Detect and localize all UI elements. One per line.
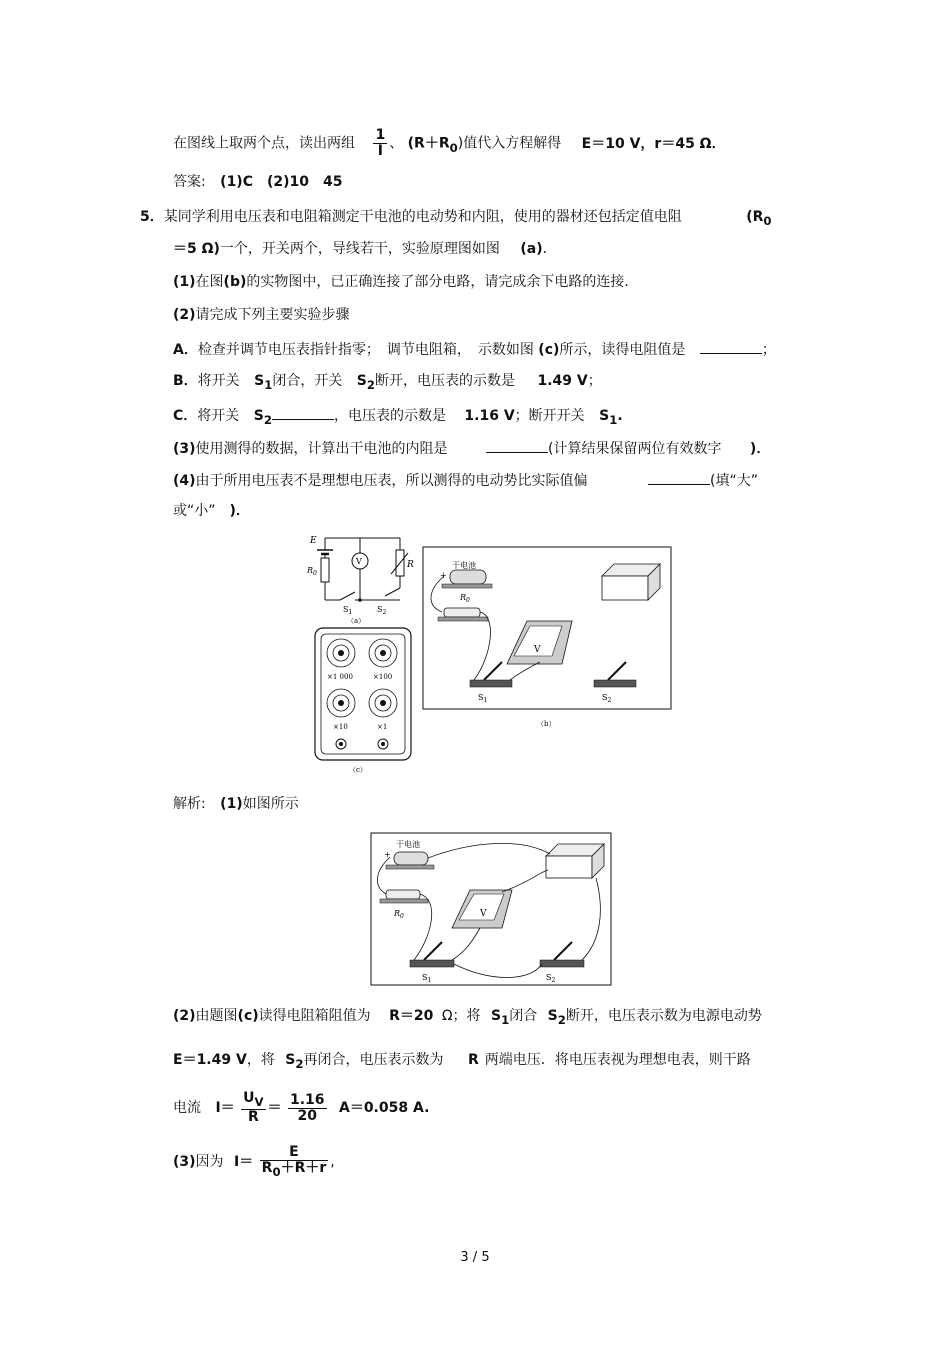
label-battery: 干电池 bbox=[396, 840, 420, 849]
label-R: R bbox=[407, 560, 414, 570]
resistance-box-3d bbox=[546, 844, 604, 878]
figure-b-physical-setup bbox=[422, 546, 672, 736]
line-plot-points: 在图线上取两个点，读出两组 $\frac{1}{I}$ 、 $(R+R_0)$值代入方程解得 E＝10 V，r＝45 Ω． bbox=[173, 127, 726, 159]
label-x100: ×100 bbox=[373, 673, 393, 681]
wire-node-dot bbox=[358, 598, 362, 602]
solution-2-line1: (2)由题图(c)读得电阻箱阻值为 R＝20 Ω；将 $S_1$闭合 $S_2$断开，电压表示数为电源电动势 bbox=[173, 1008, 762, 1027]
part-1: (1)在图(b)的实物图中，已正确连接了部分电路，请完成余下电路的连接． bbox=[173, 274, 639, 290]
label-plus: + bbox=[440, 571, 447, 580]
solution-3-line1: (3)因为 I＝ $\frac{E}{R_0+R+r}$ , bbox=[173, 1143, 335, 1179]
fraction-1-over-I: $\frac{1}{I}$ bbox=[375, 127, 386, 159]
label-S2: $S_2$ bbox=[377, 605, 387, 616]
fraction-E-over-sum: $\frac{E}{R_0+R+r}$ bbox=[261, 1143, 327, 1179]
part-3: (3)使用测得的数据，计算出干电池的内阻是 (计算结果保留两位有效数字 )． bbox=[173, 438, 770, 458]
label-S1: $S_1$ bbox=[478, 693, 488, 704]
caption-a: （a） bbox=[347, 617, 366, 625]
question-5-line2: ＝5 Ω)一个，开关两个，导线若干，实验原理图如图 (a)． bbox=[173, 241, 557, 257]
label-battery: 干电池 bbox=[452, 561, 476, 570]
label-S1: $S_1$ bbox=[343, 605, 353, 616]
part-2: (2)请完成下列主要实验步骤 bbox=[173, 307, 350, 323]
answer-blank bbox=[648, 470, 710, 485]
part-4: (4)由于所用电压表不是理想电压表，所以测得的电动势比实际值偏 (填“大” bbox=[173, 470, 758, 490]
caption-c: （c） bbox=[349, 766, 367, 774]
step-b: B．将开关 $S_1$闭合，开关 $S_2$断开，电压表的示数是 1.49 V； bbox=[173, 373, 602, 392]
label-S1: $S_1$ bbox=[422, 973, 432, 984]
label-S2: $S_2$ bbox=[602, 693, 612, 704]
answer-blank bbox=[272, 405, 334, 420]
label-V: V bbox=[534, 645, 541, 655]
answer-blank bbox=[700, 339, 762, 354]
fraction-1.16-over-20: $\frac{1.16}{20}$ bbox=[289, 1091, 325, 1124]
label-R0: $R_0$ bbox=[460, 593, 470, 604]
label-V: V bbox=[480, 909, 487, 919]
question-5-line1: 5．某同学利用电压表和电阻箱测定干电池的电动势和内阻，使用的器材还包括定值电阻 ($R_0$ bbox=[140, 209, 772, 228]
label-x10: ×10 bbox=[333, 723, 348, 731]
figure-answer-setup bbox=[370, 832, 612, 988]
answer-blank bbox=[486, 438, 548, 453]
caption-b: （b） bbox=[537, 720, 556, 728]
resistance-box-3d bbox=[602, 564, 660, 600]
step-c: C．将开关 $S_2$ ，电压表的示数是 1.16 V；断开开关 $S_1$. bbox=[173, 405, 623, 429]
solution-2-line2: E＝1.49 V，将 $S_2$再闭合，电压表示数为 R 两端电压．将电压表视为理想电表，则干路 bbox=[173, 1052, 751, 1071]
solution-2-line3: 电流 I＝ $\frac{U_V}{R}$ ＝ $\frac{1.16}{20}$ A＝0.058 A. bbox=[173, 1089, 430, 1126]
figure-c-resistance-box bbox=[313, 626, 413, 776]
answer-line: 答案: (1)C (2)10 45 bbox=[173, 174, 343, 190]
label-R0: $R_0$ bbox=[307, 566, 317, 577]
part-4-cont: 或“小” )． bbox=[173, 503, 250, 519]
fraction-Uv-over-R: $\frac{U_V}{R}$ bbox=[243, 1089, 264, 1126]
step-a: A．检查并调节电压表指针指零； 调节电阻箱， 示数如图 (c)所示，读得电阻值是 ； bbox=[173, 339, 776, 359]
label-R0: $R_0$ bbox=[394, 909, 404, 920]
label-E: E bbox=[310, 536, 317, 546]
label-x1: ×1 bbox=[377, 723, 388, 731]
analysis-line: 解析: (1)如图所示 bbox=[173, 796, 299, 812]
voltmeter-symbol: V bbox=[356, 557, 362, 566]
page-number: 3 / 5 bbox=[460, 1250, 490, 1265]
label-x1000: ×1 000 bbox=[327, 673, 353, 681]
figure-a-circuit-diagram bbox=[305, 530, 415, 625]
label-plus: + bbox=[384, 850, 391, 859]
label-S2: $S_2$ bbox=[546, 973, 556, 984]
